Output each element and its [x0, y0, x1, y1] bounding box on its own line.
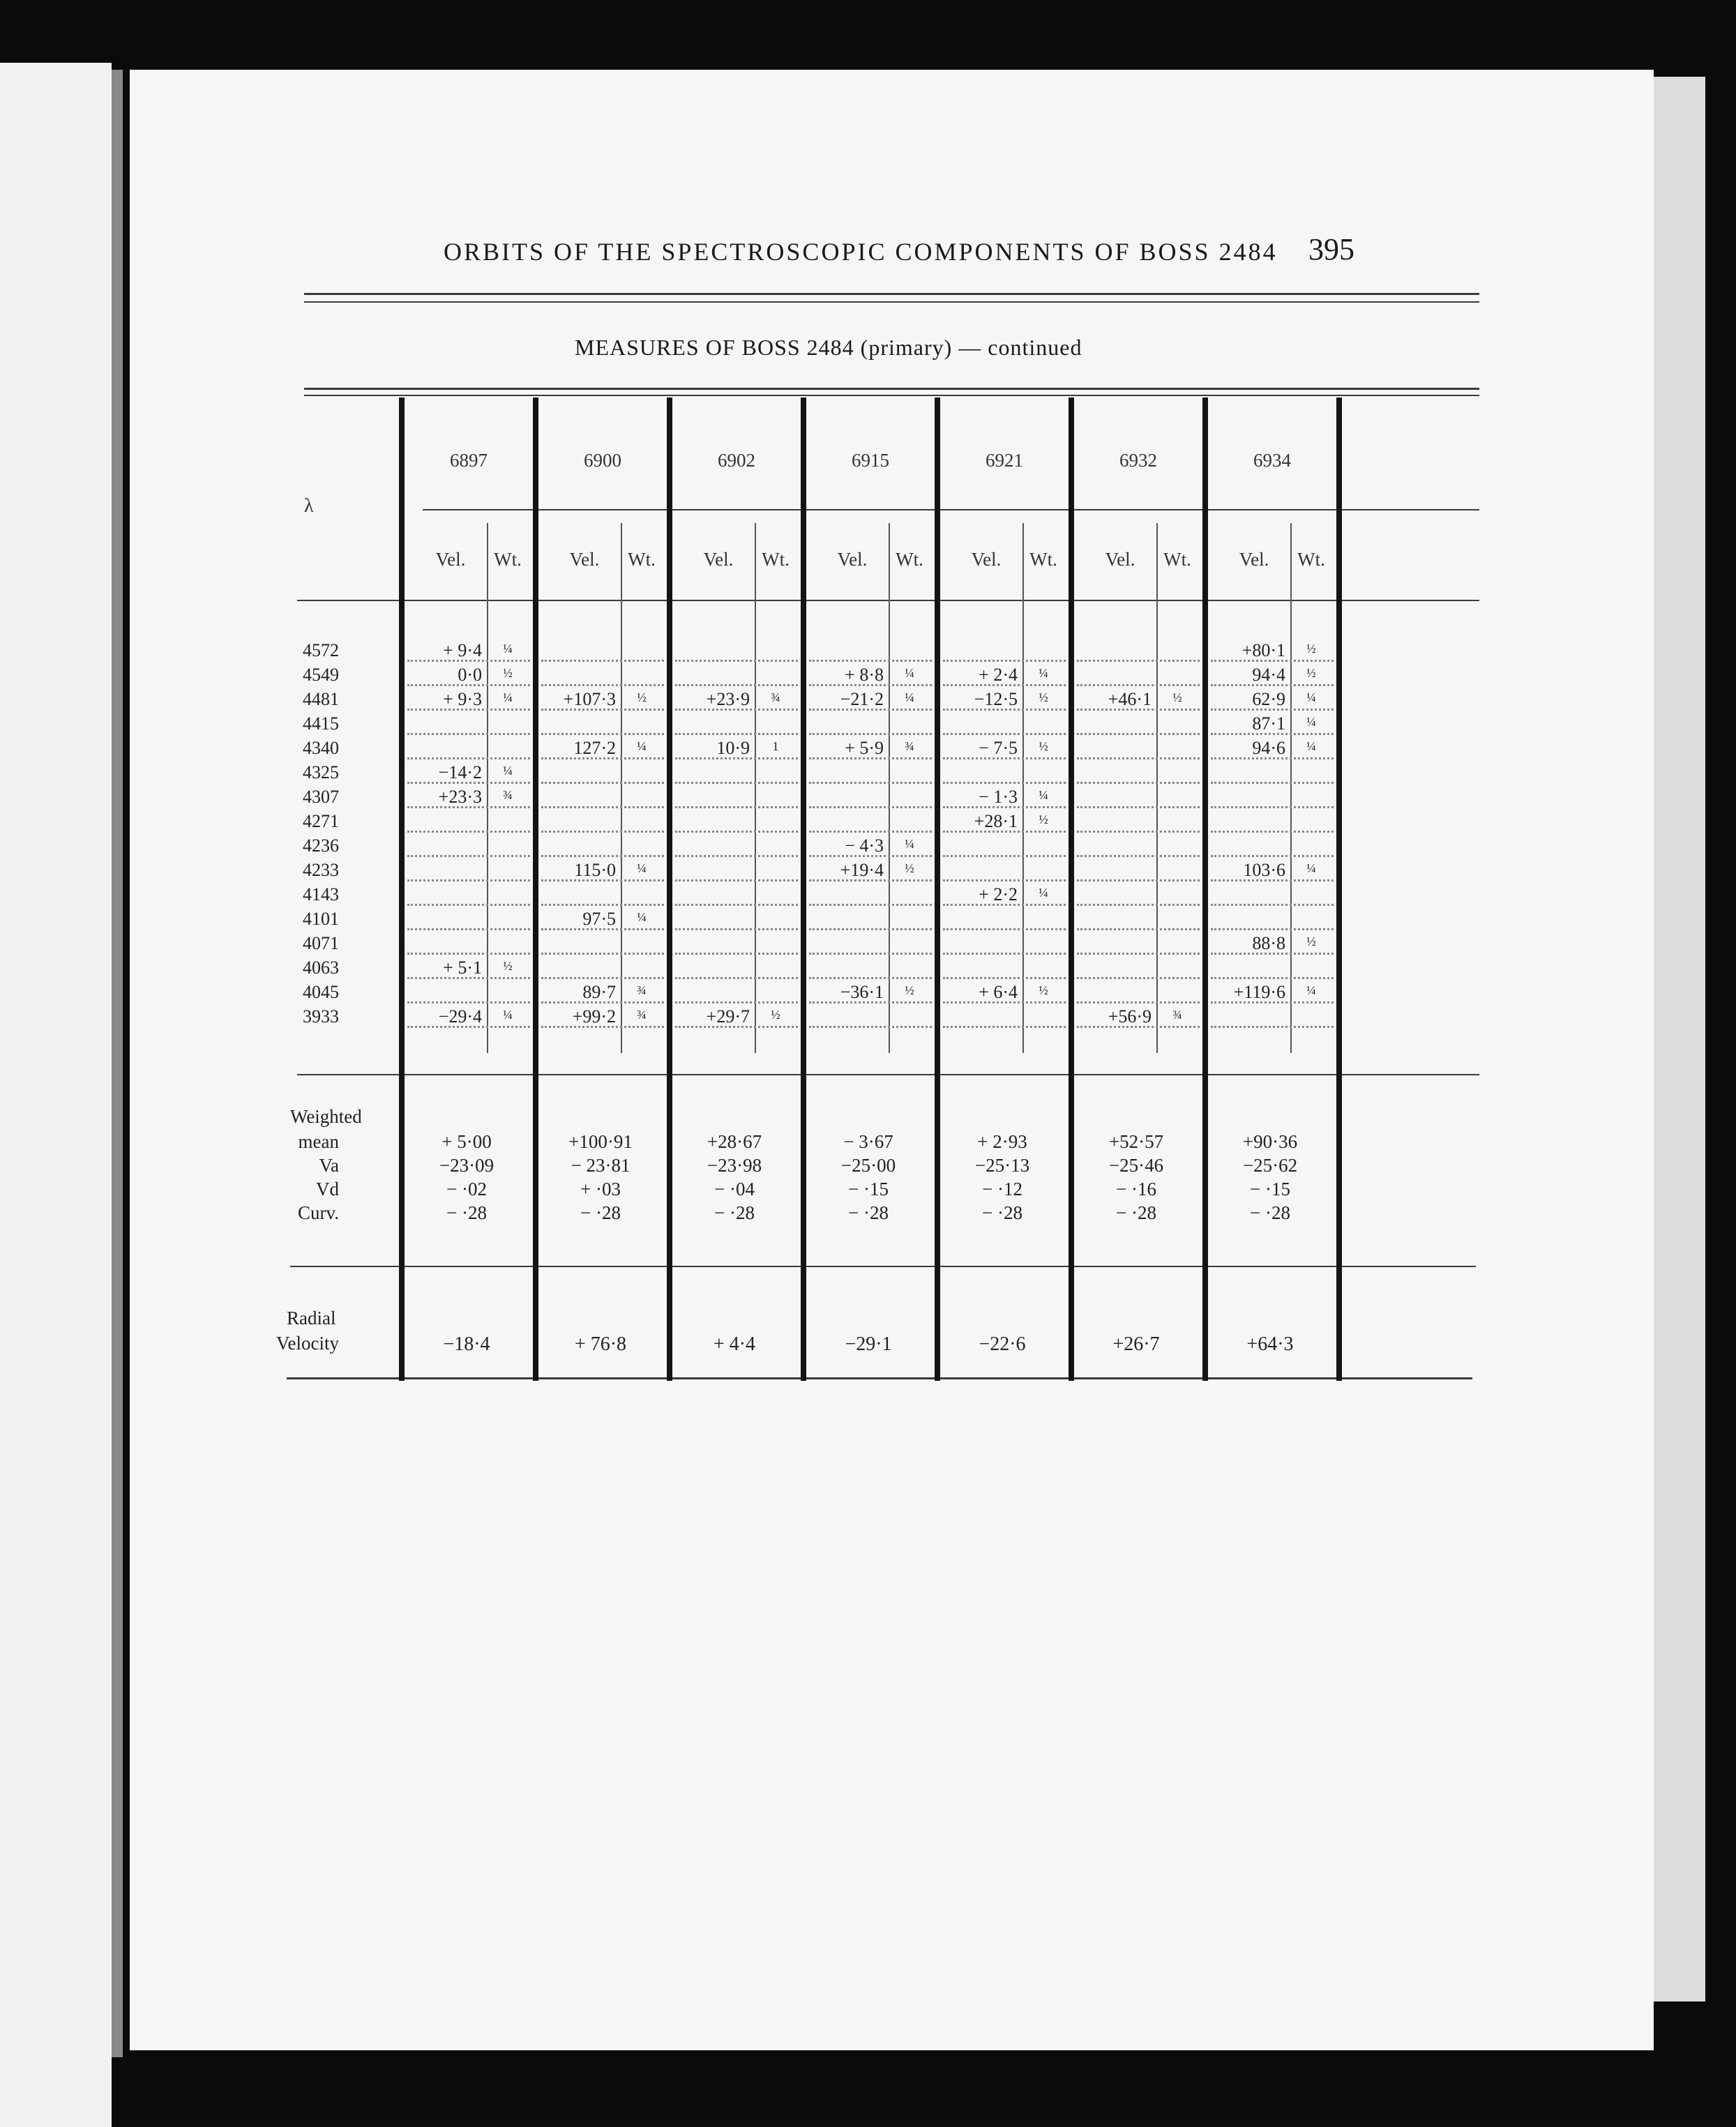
dotted-leader [943, 879, 1066, 881]
summary-curv: − ·28 [714, 1202, 755, 1223]
rule-caption-bottom-2 [304, 395, 1479, 396]
summary-curv: − ·28 [982, 1202, 1022, 1223]
dotted-leader [407, 953, 530, 955]
dotted-leader [407, 904, 530, 906]
facing-page [0, 63, 112, 2127]
dotted-leader [675, 977, 798, 979]
dotted-leader [809, 806, 932, 808]
vel-wt-divider [1290, 523, 1292, 1053]
wavelength-label: 4415 [303, 713, 339, 734]
dotted-leader [1211, 977, 1334, 979]
plate-number: 6932 [1119, 450, 1157, 471]
weight-value: ½ [1039, 739, 1048, 753]
weight-value: ¼ [905, 837, 914, 851]
velocity-value: 94·4 [1252, 665, 1285, 685]
summary-mean: +100·91 [568, 1131, 633, 1152]
velocity-value: +28·1 [974, 811, 1018, 831]
column-divider [533, 398, 538, 1381]
dotted-leader [407, 831, 530, 833]
rule-top-2 [304, 301, 1479, 303]
dotted-leader [809, 831, 932, 833]
dotted-leader [943, 855, 1066, 857]
summary-vd: − ·15 [848, 1179, 889, 1199]
velocity-value: +29·7 [706, 1006, 750, 1027]
dotted-leader [675, 879, 798, 881]
column-divider [1336, 398, 1342, 1381]
dotted-leader [541, 977, 664, 979]
summary-va: − 23·81 [571, 1155, 631, 1176]
weight-value: ¼ [1039, 886, 1048, 900]
dotted-leader [1211, 806, 1334, 808]
plate-number: 6921 [986, 450, 1023, 471]
dotted-leader [943, 782, 1066, 784]
weight-value: ½ [503, 959, 513, 973]
velocity-value: + 5·1 [443, 957, 482, 978]
dotted-leader [809, 928, 932, 930]
weight-value: ¾ [905, 739, 914, 753]
dotted-leader [1211, 1026, 1334, 1028]
summary-vd: − ·04 [714, 1179, 755, 1199]
velocity-value: +46·1 [1108, 689, 1152, 709]
weight-value: ¼ [1306, 715, 1316, 729]
wt-column-header: Wt. [762, 549, 790, 570]
radial-velocity-value: −18·4 [443, 1333, 490, 1355]
column-divider [1202, 398, 1208, 1381]
velocity-value: 115·0 [574, 860, 616, 880]
dotted-leader [407, 733, 530, 735]
velocity-value: 88·8 [1252, 933, 1285, 953]
column-divider [399, 398, 405, 1381]
velocity-value: 103·6 [1243, 860, 1285, 880]
wt-column-header: Wt. [1297, 549, 1325, 570]
dotted-leader [675, 928, 798, 930]
summary-vd: − ·12 [982, 1179, 1022, 1199]
weight-value: ¼ [1039, 788, 1048, 802]
radial-velocity-value: +26·7 [1112, 1333, 1160, 1355]
plate-number: 6915 [852, 450, 889, 471]
table-caption: MEASURES OF BOSS 2484 (primary) — continued [575, 335, 1082, 360]
summary-va: −25·13 [974, 1155, 1030, 1176]
velocity-value: −12·5 [974, 689, 1018, 709]
page-gutter [112, 70, 123, 2057]
dotted-leader [1077, 733, 1200, 735]
dotted-leader [1077, 684, 1200, 686]
dotted-leader [809, 733, 932, 735]
wavelength-label: 4325 [303, 762, 339, 782]
rule-plate-header [423, 509, 1479, 510]
dotted-leader [1211, 855, 1334, 857]
velocity-value: − 7·5 [979, 738, 1018, 758]
weight-value: ½ [1306, 934, 1316, 948]
dotted-leader [1077, 855, 1200, 857]
summary-va: −25·46 [1108, 1155, 1164, 1176]
vel-column-header: Vel. [435, 549, 466, 570]
wavelength-label: 4481 [303, 689, 339, 709]
vel-wt-divider [621, 523, 622, 1053]
velocity-value: − 4·3 [845, 835, 884, 856]
dotted-leader [541, 953, 664, 955]
velocity-value: −29·4 [438, 1006, 482, 1027]
summary-va: −25·62 [1242, 1155, 1298, 1176]
weight-value: ½ [905, 983, 914, 997]
weight-value: ¼ [905, 690, 914, 704]
velocity-value: 62·9 [1252, 689, 1285, 709]
weight-value: ¼ [503, 1008, 513, 1022]
running-head: ORBITS OF THE SPECTROSCOPIC COMPONENTS OF BOSS 2484 [444, 238, 1278, 266]
weight-value: 1 [772, 739, 779, 753]
rule-table-bottom [287, 1377, 1472, 1379]
dotted-leader [1211, 782, 1334, 784]
weight-value: ½ [503, 666, 513, 680]
wavelength-label: 4063 [303, 957, 339, 978]
velocity-value: +56·9 [1108, 1006, 1152, 1027]
vel-column-header: Vel. [1239, 549, 1269, 570]
dotted-leader [675, 660, 798, 662]
dotted-leader [1077, 953, 1200, 955]
wavelength-label: 4233 [303, 860, 339, 880]
weight-value: ½ [1172, 690, 1182, 704]
dotted-leader [675, 782, 798, 784]
dotted-leader [407, 928, 530, 930]
weight-value: ¼ [905, 666, 914, 680]
dotted-leader [675, 684, 798, 686]
wavelength-label: 4549 [303, 665, 339, 685]
dotted-leader [1211, 928, 1334, 930]
velocity-value: −36·1 [840, 982, 884, 1002]
wavelength-label: 4340 [303, 738, 339, 758]
dotted-leader [675, 806, 798, 808]
weight-value: ½ [1306, 642, 1316, 656]
weight-value: ¾ [1172, 1008, 1182, 1022]
dotted-leader [943, 928, 1066, 930]
summary-mean: + 5·00 [441, 1131, 492, 1152]
dotted-leader [541, 904, 664, 906]
velocity-value: −14·2 [438, 762, 482, 782]
velocity-value: +80·1 [1241, 640, 1285, 660]
velocity-value: +107·3 [563, 689, 616, 709]
wavelength-label: 4236 [303, 835, 339, 856]
vel-column-header: Vel. [837, 549, 868, 570]
summary-mean: + 2·93 [977, 1131, 1027, 1152]
wavelength-header: λ [304, 495, 314, 517]
summary-vd: − ·16 [1116, 1179, 1156, 1199]
dotted-leader [1077, 977, 1200, 979]
summary-curv: − ·28 [580, 1202, 621, 1223]
wavelength-label: 4572 [303, 640, 339, 660]
dotted-leader [541, 660, 664, 662]
weight-value: ¼ [1306, 983, 1316, 997]
velocity-value: + 2·2 [979, 884, 1018, 904]
column-divider [801, 398, 806, 1381]
weight-value: ¼ [503, 690, 513, 704]
vel-wt-divider [487, 523, 488, 1053]
dotted-leader [1077, 806, 1200, 808]
summary-curv: − ·28 [1250, 1202, 1290, 1223]
vel-wt-divider [755, 523, 756, 1053]
rule-top [304, 293, 1479, 295]
wavelength-label: 4071 [303, 933, 339, 953]
radial-velocity-value: +64·3 [1246, 1333, 1294, 1355]
page-number: 395 [1308, 232, 1354, 266]
summary-vd: − ·15 [1250, 1179, 1290, 1199]
velocity-value: 10·9 [716, 738, 750, 758]
vel-wt-divider [1022, 523, 1024, 1053]
dotted-leader [541, 684, 664, 686]
velocity-value: 97·5 [582, 909, 616, 929]
summary-mean: − 3·67 [843, 1131, 893, 1152]
dotted-leader [809, 660, 932, 662]
wavelength-label: 3933 [303, 1006, 339, 1027]
weight-value: ¼ [637, 910, 647, 924]
dotted-leader [1077, 757, 1200, 759]
dotted-leader [407, 1001, 530, 1004]
dotted-leader [541, 831, 664, 833]
velocity-value: 127·2 [573, 738, 616, 758]
wt-column-header: Wt. [896, 549, 923, 570]
weight-value: ¼ [1306, 739, 1316, 753]
dotted-leader [943, 977, 1066, 979]
summary-mean: +52·57 [1108, 1131, 1164, 1152]
dotted-leader [675, 1001, 798, 1004]
radial-velocity-label: Velocity [276, 1333, 339, 1354]
dotted-leader [1077, 660, 1200, 662]
weight-value: ½ [905, 861, 914, 875]
dotted-leader [943, 660, 1066, 662]
velocity-value: +19·4 [840, 860, 884, 880]
dotted-leader [809, 904, 932, 906]
summary-va: −23·09 [439, 1155, 495, 1176]
velocity-value: +99·2 [572, 1006, 616, 1027]
dotted-leader [675, 953, 798, 955]
radial-velocity-label: Radial [287, 1308, 336, 1329]
summary-curv: − ·28 [1116, 1202, 1156, 1223]
summary-curv: − ·28 [446, 1202, 487, 1223]
velocity-value: 0·0 [458, 665, 482, 685]
vel-column-header: Vel. [703, 549, 734, 570]
dotted-leader [1211, 904, 1334, 906]
weight-value: ½ [1039, 812, 1048, 826]
dotted-leader [407, 879, 530, 881]
velocity-value: + 2·4 [979, 665, 1018, 685]
weight-value: ¾ [503, 788, 513, 802]
wt-column-header: Wt. [628, 549, 656, 570]
velocity-value: −21·2 [840, 689, 884, 709]
vel-column-header: Vel. [1105, 549, 1135, 570]
dotted-leader [541, 855, 664, 857]
velocity-value: 87·1 [1252, 713, 1285, 734]
vel-wt-divider [1156, 523, 1158, 1053]
dotted-leader [809, 953, 932, 955]
dotted-leader [1211, 831, 1334, 833]
wavelength-label: 4143 [303, 884, 339, 904]
dotted-leader [809, 1026, 932, 1028]
summary-label: Weighted [290, 1106, 362, 1127]
summary-va: −25·00 [840, 1155, 896, 1176]
summary-label: mean [298, 1131, 339, 1152]
summary-curv: − ·28 [848, 1202, 889, 1223]
velocity-value: + 6·4 [979, 982, 1018, 1002]
dotted-leader [809, 782, 932, 784]
summary-label: Va [319, 1155, 339, 1176]
velocity-value: + 9·3 [443, 689, 482, 709]
weight-value: ¼ [503, 764, 513, 778]
velocity-value: +119·6 [1233, 982, 1285, 1002]
book-page [130, 70, 1654, 2050]
weight-value: ½ [637, 690, 647, 704]
dotted-leader [541, 733, 664, 735]
wavelength-label: 4045 [303, 982, 339, 1002]
weight-value: ¾ [637, 983, 647, 997]
dotted-leader [943, 953, 1066, 955]
wavelength-label: 4271 [303, 811, 339, 831]
weight-value: ½ [1306, 666, 1316, 680]
wt-column-header: Wt. [494, 549, 522, 570]
plate-number: 6897 [450, 450, 488, 471]
dotted-leader [675, 733, 798, 735]
summary-label: Curv. [298, 1202, 339, 1223]
weight-value: ½ [771, 1008, 780, 1022]
dotted-leader [675, 855, 798, 857]
velocity-value: + 8·8 [845, 665, 884, 685]
weight-value: ½ [1039, 690, 1048, 704]
weight-value: ¼ [503, 642, 513, 656]
dotted-leader [1077, 879, 1200, 881]
column-divider [667, 398, 672, 1381]
weight-value: ¾ [771, 690, 780, 704]
velocity-value: +23·3 [438, 787, 482, 807]
weight-value: ¼ [637, 739, 647, 753]
wavelength-label: 4307 [303, 787, 339, 807]
radial-velocity-value: −29·1 [845, 1333, 892, 1355]
radial-velocity-value: + 4·4 [713, 1333, 756, 1355]
velocity-value: − 1·3 [979, 787, 1018, 807]
rule-body-bottom [297, 1074, 1479, 1075]
summary-vd: − ·02 [446, 1179, 487, 1199]
plate-number: 6900 [584, 450, 621, 471]
dotted-leader [1077, 782, 1200, 784]
summary-label: Vd [316, 1179, 339, 1199]
plate-number: 6902 [718, 450, 755, 471]
summary-vd: + ·03 [580, 1179, 621, 1199]
weight-value: ¼ [1306, 861, 1316, 875]
vel-column-header: Vel. [569, 549, 600, 570]
wt-column-header: Wt. [1029, 549, 1057, 570]
dotted-leader [1077, 928, 1200, 930]
velocity-value: + 5·9 [845, 738, 884, 758]
dotted-leader [407, 757, 530, 759]
dotted-leader [1077, 904, 1200, 906]
dotted-leader [675, 904, 798, 906]
dotted-leader [943, 733, 1066, 735]
rule-caption-bottom [304, 388, 1479, 390]
dotted-leader [541, 806, 664, 808]
dotted-leader [943, 1026, 1066, 1028]
radial-velocity-value: + 76·8 [574, 1333, 627, 1355]
wt-column-header: Wt. [1163, 549, 1191, 570]
velocity-value: 94·6 [1252, 738, 1285, 758]
weight-value: ¼ [637, 861, 647, 875]
dotted-leader [675, 831, 798, 833]
dotted-leader [1077, 831, 1200, 833]
summary-mean: +90·36 [1242, 1131, 1298, 1152]
weight-value: ½ [1039, 983, 1048, 997]
weight-value: ¾ [637, 1008, 647, 1022]
dotted-leader [1077, 1001, 1200, 1004]
wavelength-label: 4101 [303, 909, 339, 929]
velocity-value: +23·9 [706, 689, 750, 709]
weight-value: ¼ [1039, 666, 1048, 680]
radial-velocity-value: −22·6 [979, 1333, 1026, 1355]
dotted-leader [541, 782, 664, 784]
vel-wt-divider [889, 523, 890, 1053]
dotted-leader [809, 977, 932, 979]
plate-number: 6934 [1253, 450, 1291, 471]
weight-value: ¼ [1306, 690, 1316, 704]
summary-mean: +28·67 [707, 1131, 762, 1152]
summary-va: −23·98 [707, 1155, 762, 1176]
velocity-value: 89·7 [582, 982, 616, 1002]
rule-summary-bottom [290, 1266, 1476, 1267]
vel-column-header: Vel. [971, 549, 1002, 570]
dotted-leader [407, 855, 530, 857]
column-divider [1069, 398, 1074, 1381]
velocity-value: + 9·4 [443, 640, 482, 660]
